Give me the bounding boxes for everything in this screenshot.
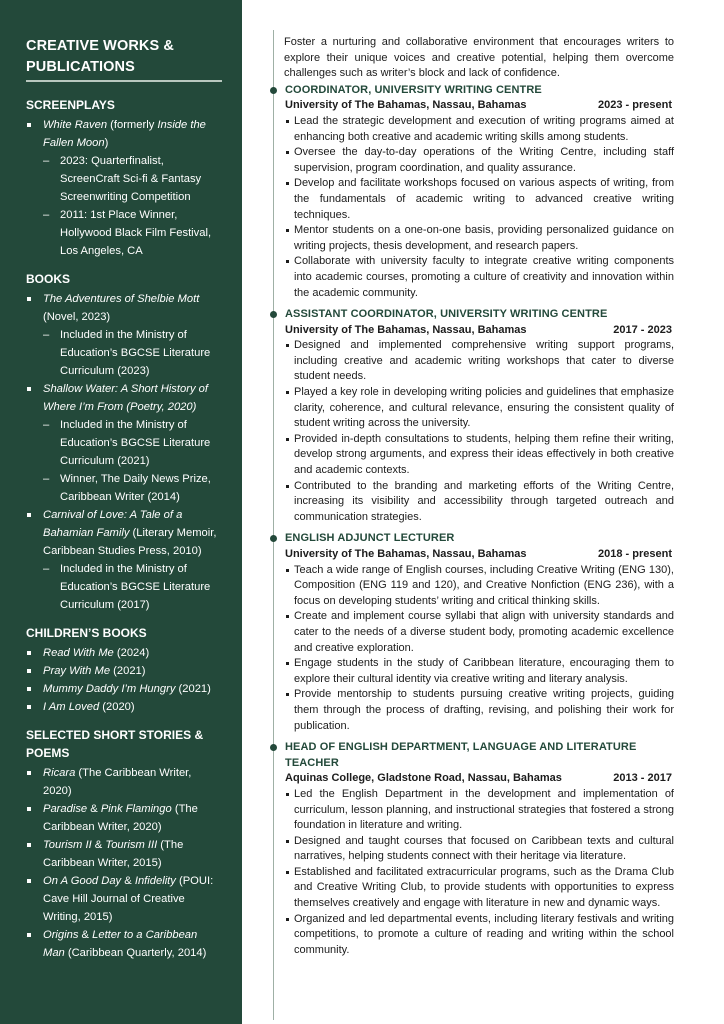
sidebar-sub-item: – Included in the Ministry of Education’s BGCSE Literature Curriculum (2023) xyxy=(43,326,222,380)
sidebar-list-item xyxy=(26,800,222,836)
job-bullet: Collaborate with university faculty to integrate creative writing components into academic courses, promoting a culture of creativity and innovation within the academic community. xyxy=(285,254,674,301)
work-title: Pray With Me xyxy=(43,665,111,677)
work-detail: ) xyxy=(104,137,109,149)
work-title: Mummy Daddy I’m Hungry xyxy=(43,683,176,695)
work-detail: (2021) xyxy=(175,683,211,695)
work-detail: & xyxy=(78,929,93,941)
sidebar-section xyxy=(26,270,222,614)
sidebar-title: CREATIVE WORKS & PUBLICATIONS xyxy=(26,36,222,82)
work-detail: (The Caribbean Writer, 2020) xyxy=(43,803,198,833)
work-detail: (The Caribbean Writer, 2015) xyxy=(43,839,184,869)
work-title: I Am Loved xyxy=(43,701,100,713)
sidebar-sub-list xyxy=(43,416,222,506)
job-bullet: Develop and facilitate workshops focused on various aspects of writing, from the fundamentals of academic writing to advanced creative writing techniques. xyxy=(285,176,674,223)
job-bullet-list xyxy=(262,787,674,959)
job-organization: Aquinas College, Gladstone Road, Nassau, Bahamas xyxy=(285,772,562,785)
job-organization: University of The Bahamas, Nassau, Bahamas xyxy=(285,323,527,336)
sidebar-list-item xyxy=(26,836,222,872)
work-title: Tourism II xyxy=(43,839,92,851)
sidebar-sub-item: – Included in the Ministry of Education’s BGCSE Literature Curriculum (2021) xyxy=(43,416,222,470)
work-detail: (Novel, 2023) xyxy=(43,311,111,323)
job-bullet-list xyxy=(262,563,674,735)
work-title: Inside the Fallen Moon xyxy=(43,119,206,149)
work-title: Infidelity xyxy=(134,875,176,887)
sidebar-list-item xyxy=(26,698,222,716)
job-bullet: Provided in-depth consultations to students, helping them refine their writing, develop strong arguments, and express their ideas effectively in both creative and academic contexts. xyxy=(285,432,674,479)
work-title: Read With Me xyxy=(43,647,114,659)
sidebar-section xyxy=(26,726,222,962)
sidebar-sub-item: – Winner, The Daily News Prize, Caribbean Writer (2014) xyxy=(43,470,222,506)
sidebar-list-item xyxy=(26,506,222,614)
job-title: HEAD OF ENGLISH DEPARTMENT, LANGUAGE AND LITERATURE TEACHER xyxy=(285,741,637,769)
sidebar-list-item xyxy=(26,290,222,380)
work-detail: (2021) xyxy=(110,665,146,677)
work-title: White Raven xyxy=(43,119,108,131)
sidebar-sub-item: – 2023: Quarterfinalist, ScreenCraft Sci-fi & Fantasy Screenwriting Competition xyxy=(43,152,222,206)
sidebar-item-list xyxy=(26,116,222,260)
job-entry xyxy=(262,531,674,734)
work-title: Ricara xyxy=(43,767,76,779)
sidebar-list-item xyxy=(26,680,222,698)
sidebar-list-item xyxy=(26,764,222,800)
sidebar-section xyxy=(26,96,222,260)
job-title: ASSISTANT COORDINATOR, UNIVERSITY WRITING CENTRE xyxy=(285,308,608,321)
job-bullet: Lead the strategic development and execution of writing programs aimed at enhancing both creative and academic writing skills among students. xyxy=(285,114,674,145)
job-dates: 2018 - present xyxy=(598,548,672,560)
job-title: COORDINATOR, UNIVERSITY WRITING CENTRE xyxy=(285,83,542,96)
work-title: Pink Flamingo xyxy=(100,803,172,815)
sidebar-sub-list xyxy=(43,560,222,614)
sidebar-section-heading: SELECTED SHORT STORIES & POEMS xyxy=(26,728,204,760)
job-bullet: Create and implement course syllabi that align with university standards and cater to the needs of a diverse student body, promoting academic excellence and creative exploration. xyxy=(285,609,674,656)
job-bullet-list xyxy=(262,338,674,525)
job-title: ENGLISH ADJUNCT LECTURER xyxy=(285,532,455,545)
timeline-dot xyxy=(270,87,277,94)
work-title: The Adventures of Shelbie Mott xyxy=(43,293,200,305)
sidebar-section xyxy=(26,624,222,716)
job-meta xyxy=(262,323,674,339)
sidebar-sub-item: – Included in the Ministry of Education’s BGCSE Literature Curriculum (2017) xyxy=(43,560,222,614)
work-detail: & xyxy=(87,803,101,815)
sidebar xyxy=(0,0,242,1024)
work-title: Carnival of Love: A Tale of a Bahamian Family xyxy=(43,509,183,539)
sidebar-sub-item: – 2011: 1st Place Winner, Hollywood Black Film Festival, Los Angeles, CA xyxy=(43,206,222,260)
job-bullet: Organized and led departmental events, including literary festivals and writing competitions, to promote a culture of reading and writing within the school community. xyxy=(285,912,674,959)
job-entry xyxy=(262,740,674,958)
work-detail: (POUI: Cave Hill Journal of Creative Writing, 2015) xyxy=(43,875,214,923)
sidebar-item-list xyxy=(26,764,222,962)
job-bullet: Played a key role in developing writing policies and guidelines that emphasize clarity, coherence, and cultural relevance, ensuring the consistent quality of student writing across the university. xyxy=(285,385,674,432)
job-meta xyxy=(262,771,674,787)
job-dates: 2017 - 2023 xyxy=(613,323,672,336)
sidebar-list-item xyxy=(26,662,222,680)
job-bullet: Mentor students on a one-on-one basis, providing personalized guidance on writing projects, thesis development, and research papers. xyxy=(285,223,674,254)
work-detail: (2020) xyxy=(99,701,135,713)
job-organization: University of The Bahamas, Nassau, Bahamas xyxy=(285,99,527,112)
job-bullet: Led the English Department in the development and implementation of curriculum, lesson planning, and instructional strategies that fostered a strong foundation in literature and writing. xyxy=(285,787,674,834)
sidebar-list-item xyxy=(26,116,222,260)
job-organization: University of The Bahamas, Nassau, Bahamas xyxy=(285,548,527,560)
job-bullet: Designed and taught courses that focused on Caribbean texts and cultural narratives, helping students connect with their heritage via literature. xyxy=(285,834,674,865)
job-bullet: Contributed to the branding and marketing efforts of the Writing Centre, increasing its visibility and accessibility through targeted outreach and communication strategies. xyxy=(285,479,674,526)
sidebar-sub-list xyxy=(43,152,222,260)
work-title: Shallow Water: A Short History of Where I’m From (Poetry, 2020) xyxy=(43,383,208,413)
sidebar-item-list xyxy=(26,644,222,716)
job-entry xyxy=(262,307,674,525)
work-title: Letter to a Caribbean Man xyxy=(43,929,198,959)
sidebar-list-item xyxy=(26,872,222,926)
work-title: Origins xyxy=(43,929,79,941)
job-bullet: Established and facilitated extracurricular programs, such as the Drama Club and Creative Writing Club, to provide students with opportunities to express themselves creatively and engage with literature in new and dynamic ways. xyxy=(285,865,674,912)
intro-text: Foster a nurturing and collaborative environment that encourages writers to explore their unique voices and creative potential, helping them overcome challenges such as writer’s block and lack of confidence. xyxy=(284,36,674,80)
work-detail: & xyxy=(91,839,106,851)
work-detail: & xyxy=(121,875,135,887)
job-meta xyxy=(262,98,674,114)
sidebar-list-item xyxy=(26,380,222,506)
work-detail: (Literary Memoir, Caribbean Studies Press, 2010) xyxy=(43,527,217,557)
job-meta xyxy=(262,547,674,563)
job-bullet: Oversee the day-to-day operations of the Writing Centre, including staff supervision, program coordination, and quality assurance. xyxy=(285,145,674,176)
job-list xyxy=(262,83,674,959)
sidebar-section-heading: CHILDREN’S BOOKS xyxy=(26,626,147,640)
job-dates: 2023 - present xyxy=(598,99,672,112)
job-bullet: Designed and implemented comprehensive writing support programs, including creative and academic writing workshops that cater to diverse student needs. xyxy=(285,338,674,385)
work-detail: (The Caribbean Writer, 2020) xyxy=(43,767,192,797)
sidebar-section-heading: BOOKS xyxy=(26,272,71,286)
sidebar-sub-list xyxy=(43,326,222,380)
work-detail: (formerly xyxy=(107,119,158,131)
main-content xyxy=(262,35,674,964)
sidebar-list-item xyxy=(26,644,222,662)
work-title: On A Good Day xyxy=(43,875,122,887)
job-bullet: Engage students in the study of Caribbean literature, encouraging them to explore their cultural identity via creative writing and literary analysis. xyxy=(285,656,674,687)
job-dates: 2013 - 2017 xyxy=(613,772,672,785)
work-title: Paradise xyxy=(43,803,88,815)
sidebar-item-list xyxy=(26,290,222,614)
job-entry xyxy=(262,83,674,301)
job-bullet: Provide mentorship to students pursuing creative writing projects, guiding them through the process of drafting, revising, and polishing their work for publication. xyxy=(285,687,674,734)
sidebar-section-heading: SCREENPLAYS xyxy=(26,98,115,112)
work-detail: (Caribbean Quarterly, 2014) xyxy=(64,947,207,959)
job-bullet-list xyxy=(262,114,674,301)
work-detail: (2024) xyxy=(113,647,150,659)
sidebar-sections xyxy=(26,96,222,962)
work-title: Tourism III xyxy=(105,839,158,851)
sidebar-list-item xyxy=(26,926,222,962)
job-bullet: Teach a wide range of English courses, including Creative Writing (ENG 130), Composition (ENG 119 and 120), and Creative Nonfiction (ENG 236), with a focus on developing students’ writing and critical thinking skills. xyxy=(285,563,674,610)
